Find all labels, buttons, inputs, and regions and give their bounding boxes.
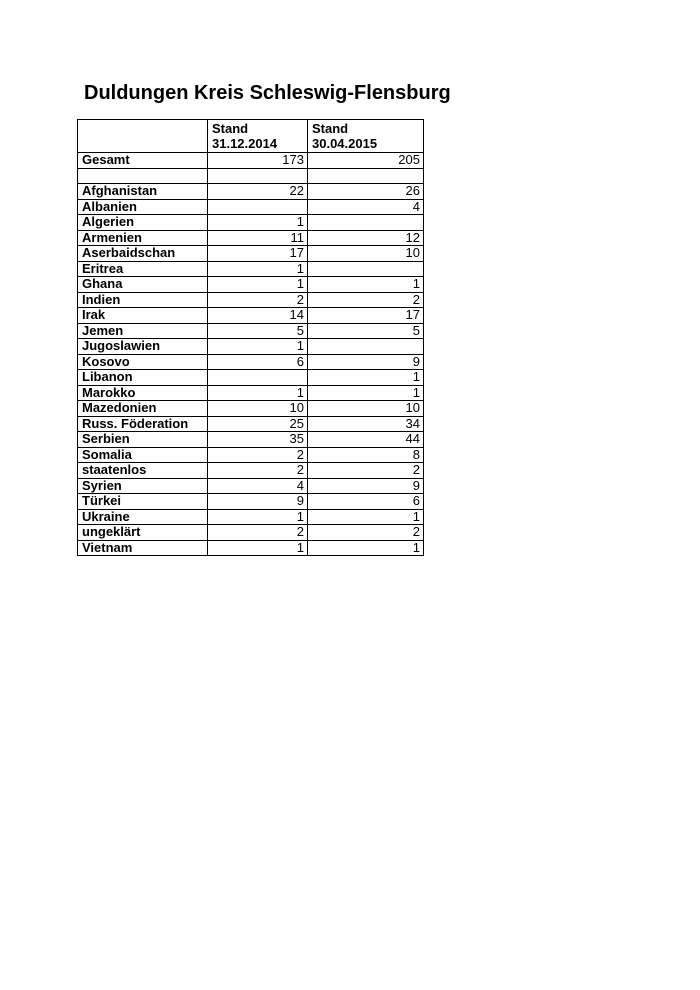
value-2014-cell: 1 — [208, 540, 308, 556]
header-cell-country — [78, 120, 208, 153]
spacer-cell — [78, 168, 208, 184]
table-row — [78, 339, 424, 355]
value-2014-cell: 9 — [208, 494, 308, 510]
value-2015-cell: 44 — [308, 432, 424, 448]
country-cell: Algerien — [78, 215, 208, 231]
value-2014-cell: 4 — [208, 478, 308, 494]
value-2015-cell: 1 — [308, 540, 424, 556]
value-2014-cell: 1 — [208, 215, 308, 231]
value-2014-cell: 35 — [208, 432, 308, 448]
header-cell-2015 — [308, 120, 424, 153]
table-row — [78, 230, 424, 246]
country-cell: Albanien — [78, 199, 208, 215]
value-2014-cell: 17 — [208, 246, 308, 262]
country-cell: Türkei — [78, 494, 208, 510]
value-2014-cell: 1 — [208, 277, 308, 293]
spacer-cell — [308, 168, 424, 184]
value-2014-cell: 1 — [208, 261, 308, 277]
country-cell: Kosovo — [78, 354, 208, 370]
country-cell: Eritrea — [78, 261, 208, 277]
header-2015-line1: Stand — [312, 121, 349, 136]
table-row — [78, 478, 424, 494]
country-cell: Indien — [78, 292, 208, 308]
country-cell: Jugoslawien — [78, 339, 208, 355]
value-2014-cell: 1 — [208, 509, 308, 525]
table-row — [78, 354, 424, 370]
value-2015-cell: 5 — [308, 323, 424, 339]
total-2015: 205 — [308, 153, 424, 169]
value-2014-cell: 6 — [208, 354, 308, 370]
country-cell: staatenlos — [78, 463, 208, 479]
spacer-row — [78, 168, 424, 184]
table-row — [78, 540, 424, 556]
page-title: Duldungen Kreis Schleswig-Flensburg — [84, 82, 451, 104]
country-cell: Libanon — [78, 370, 208, 386]
value-2014-cell: 2 — [208, 525, 308, 541]
value-2014-cell: 2 — [208, 463, 308, 479]
value-2015-cell: 12 — [308, 230, 424, 246]
table-body — [78, 120, 424, 556]
table-row — [78, 416, 424, 432]
value-2015-cell: 2 — [308, 463, 424, 479]
total-row — [78, 153, 424, 169]
country-cell: Aserbaidschan — [78, 246, 208, 262]
table-row — [78, 184, 424, 200]
table-row — [78, 292, 424, 308]
value-2014-cell — [208, 370, 308, 386]
value-2015-cell: 9 — [308, 478, 424, 494]
value-2014-cell: 1 — [208, 385, 308, 401]
value-2015-cell: 26 — [308, 184, 424, 200]
table-row — [78, 432, 424, 448]
country-cell: Irak — [78, 308, 208, 324]
table-row — [78, 277, 424, 293]
value-2015-cell: 6 — [308, 494, 424, 510]
total-label: Gesamt — [78, 153, 208, 169]
header-2014-line2: 31.12.2014 — [212, 136, 278, 151]
table-row — [78, 447, 424, 463]
country-cell: Ghana — [78, 277, 208, 293]
country-cell: Ukraine — [78, 509, 208, 525]
value-2014-cell: 22 — [208, 184, 308, 200]
value-2015-cell: 1 — [308, 509, 424, 525]
table-row — [78, 261, 424, 277]
country-cell: Jemen — [78, 323, 208, 339]
country-cell: Vietnam — [78, 540, 208, 556]
country-cell: Mazedonien — [78, 401, 208, 417]
country-cell: Marokko — [78, 385, 208, 401]
table-header-row — [78, 120, 424, 153]
table-row — [78, 385, 424, 401]
table-row — [78, 199, 424, 215]
country-cell: Somalia — [78, 447, 208, 463]
value-2014-cell: 5 — [208, 323, 308, 339]
country-cell: Afghanistan — [78, 184, 208, 200]
table-row — [78, 463, 424, 479]
value-2015-cell: 4 — [308, 199, 424, 215]
value-2015-cell — [308, 261, 424, 277]
value-2014-cell: 2 — [208, 292, 308, 308]
duldungen-table — [77, 119, 424, 556]
value-2014-cell: 11 — [208, 230, 308, 246]
table-row — [78, 246, 424, 262]
value-2015-cell: 17 — [308, 308, 424, 324]
header-2015-line2: 30.04.2015 — [312, 136, 378, 151]
value-2015-cell: 10 — [308, 246, 424, 262]
country-cell: Serbien — [78, 432, 208, 448]
value-2015-cell: 9 — [308, 354, 424, 370]
header-2014-line1: Stand — [212, 121, 249, 136]
value-2015-cell: 2 — [308, 292, 424, 308]
value-2015-cell: 10 — [308, 401, 424, 417]
value-2015-cell: 2 — [308, 525, 424, 541]
value-2014-cell: 1 — [208, 339, 308, 355]
table-row — [78, 308, 424, 324]
value-2015-cell — [308, 339, 424, 355]
country-cell: Russ. Föderation — [78, 416, 208, 432]
table-row — [78, 215, 424, 231]
value-2014-cell: 14 — [208, 308, 308, 324]
table-row — [78, 370, 424, 386]
header-cell-2014 — [208, 120, 308, 153]
value-2015-cell: 1 — [308, 370, 424, 386]
value-2015-cell: 8 — [308, 447, 424, 463]
value-2015-cell — [308, 215, 424, 231]
country-cell: ungeklärt — [78, 525, 208, 541]
value-2015-cell: 1 — [308, 385, 424, 401]
total-2014: 173 — [208, 153, 308, 169]
table-row — [78, 525, 424, 541]
value-2014-cell: 25 — [208, 416, 308, 432]
value-2014-cell — [208, 199, 308, 215]
value-2015-cell: 34 — [308, 416, 424, 432]
country-cell: Syrien — [78, 478, 208, 494]
table-row — [78, 494, 424, 510]
table-row — [78, 401, 424, 417]
table-row — [78, 509, 424, 525]
country-cell: Armenien — [78, 230, 208, 246]
value-2014-cell: 2 — [208, 447, 308, 463]
value-2014-cell: 10 — [208, 401, 308, 417]
value-2015-cell: 1 — [308, 277, 424, 293]
spacer-cell — [208, 168, 308, 184]
table-row — [78, 323, 424, 339]
